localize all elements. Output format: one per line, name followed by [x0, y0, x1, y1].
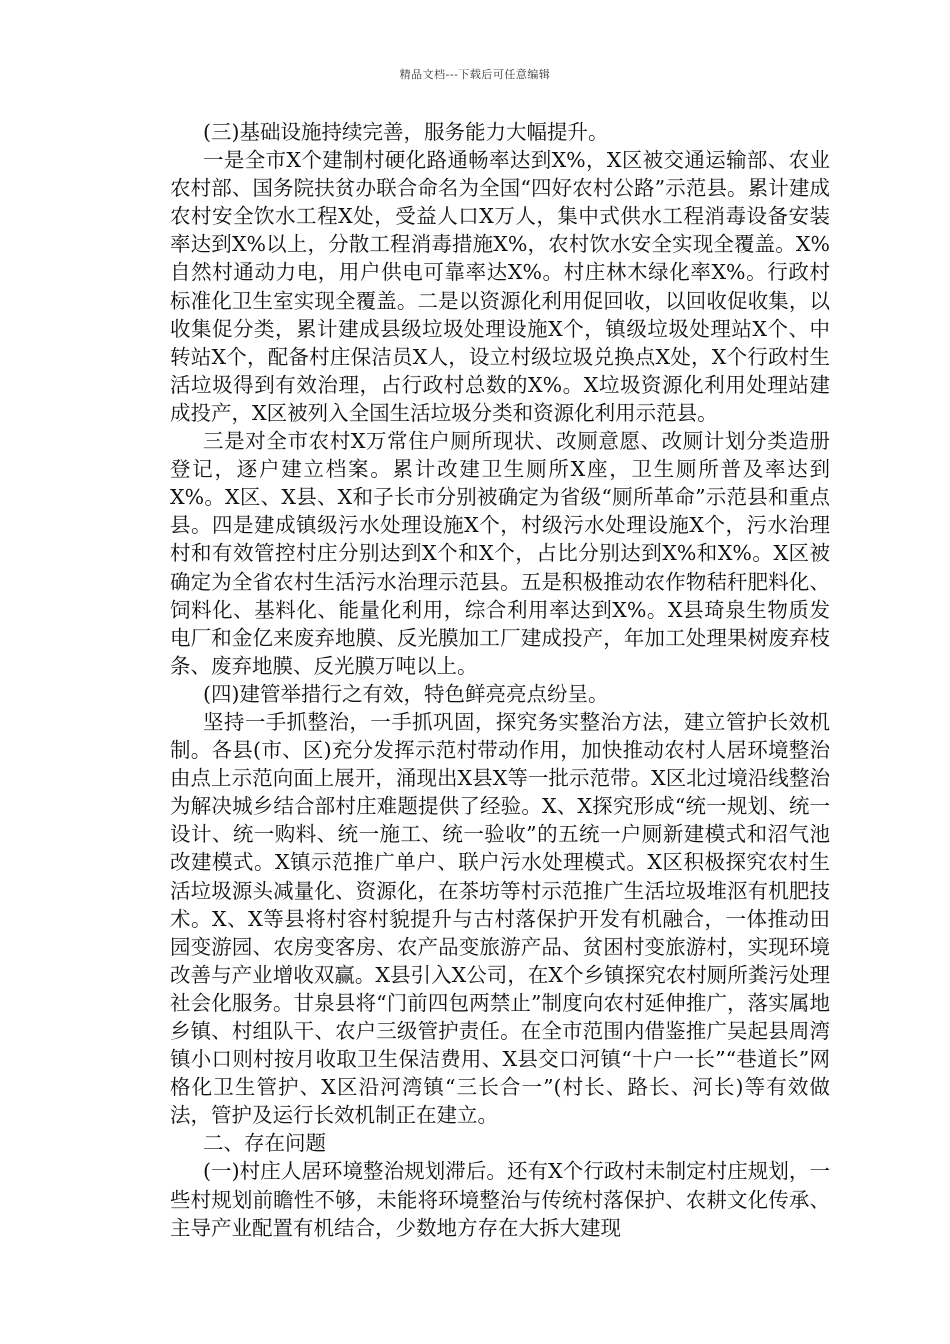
paragraph-toilets-sewage: 三是对全市农村X万常住户厕所现状、改厕意愿、改厕计划分类造册登记，逐户建立档案。累计改建卫生厕所X座，卫生厕所普及率达到X%。X区、X县、X和子长市分别被确定为省级“厕所革命”示范县和重点县。四是建成镇级污水处理设施X个，村级污水处理设施X个，污水治理村和有效管控村庄分别达到X个和X个，占比分别达到X%和X%。X区被确定为全省农村生活污水治理示范县。五是积极推动农作物秸秆肥料化、饲料化、基料化、能量化利用，综合利用率达到X%。X县琦泉生物质发电厂和金亿来废弃地膜、反光膜加工厂建成投产，年加工处理果树废弃枝条、废弃地膜、反光膜万吨以上。 — [170, 429, 830, 678]
paragraph-management: 坚持一手抓整治，一手抓巩固，探究务实整治方法，建立管护长效机制。各县(市、区)充分发挥示范村带动作用，加快推动农村人居环境整治由点上示范向面上展开，涌现出X县X等一批示范带。X区北过境沿线整治为解决城乡结合部村庄难题提供了经验。X、X探究形成“统一规划、统一设计、统一购料、统一施工、统一验收”的五统一户厕新建模式和沼气池改建模式。X镇示范推广单户、联户污水处理模式。X区积极探究农村生活垃圾源头减量化、资源化，在茶坊等村示范推广生活垃圾堆沤有机肥技术。X、X等县将村容村貌提升与古村落保护开发有机融合，一体推动田园变游园、农房变客房、农产品变旅游产品、贫困村变旅游村，实现环境改善与产业增收双赢。X县引入X公司，在X个乡镇探究农村厕所粪污处理社会化服务。甘泉县将“门前四包两禁止”制度向农村延伸推广，落实属地乡镇、村组队干、农户三级管护责任。在全市范围内借鉴推广吴起县周湾镇小口则村按月收取卫生保洁费用、X县交口河镇“十户一长”“巷道长”网格化卫生管护、X区沿河湾镇“三长合一”(村长、路长、河长)等有效做法，管护及运行长效机制正在建立。 — [170, 709, 830, 1128]
section-heading-management: (四)建管举措行之有效，特色鲜亮亮点纷呈。 — [203, 681, 609, 706]
document-body — [170, 118, 830, 1242]
paragraph-planning-problem: (一)村庄人居环境整治规划滞后。还有X个行政村未制定村庄规划，一些村规划前瞻性不够，未能将环境整治与传统村落保护、农耕文化传承、主导产业配置有机结合，少数地方存在大拆大建现 — [170, 1159, 830, 1240]
section-heading-problems: 二、存在问题 — [203, 1131, 326, 1156]
page-header: 精品文档---下载后可任意编辑 — [399, 68, 551, 81]
section-heading-infrastructure: (三)基础设施持续完善，服务能力大幅提升。 — [203, 120, 609, 144]
paragraph-infrastructure: 一是全市X个建制村硬化路通畅率达到X%，X区被交通运输部、农业农村部、国务院扶贫办联合命名为全国“四好农村公路”示范县。累计建成农村安全饮水工程X处，受益人口X万人，集中式供水工程消毒设备安装率达到X%以上，分散工程消毒措施X%，农村饮水安全实现全覆盖。X%自然村通动力电，用户供电可靠率达X%。村庄林木绿化率X%。行政村标准化卫生室实现全覆盖。二是以资源化利用促回收，以回收促收集，以收集促分类，累计建成县级垃圾处理设施X个，镇级垃圾处理站X个、中转站X个，配备村庄保洁员X人，设立村级垃圾兑换点X处，X个行政村生活垃圾得到有效治理，占行政村总数的X%。X垃圾资源化利用处理站建成投产，X区被列入全国生活垃圾分类和资源化利用示范县。 — [170, 148, 830, 425]
